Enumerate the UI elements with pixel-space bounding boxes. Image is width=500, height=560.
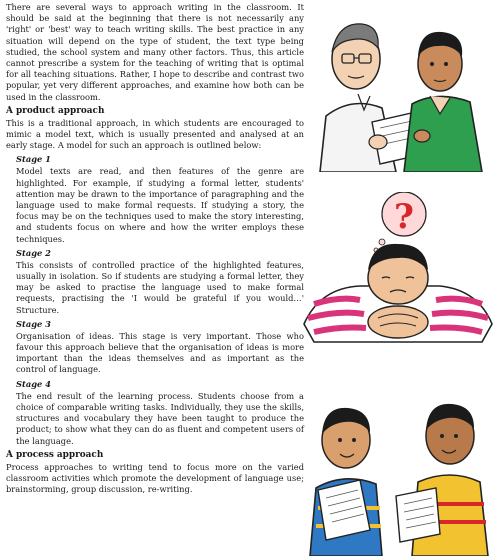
intro-paragraph: There are several ways to approach writing in the classroom. It should be said at the beginning that there is not necessarily any 'right' or 'best' way to teach writing skills. The best practice in any situation will depend on the type of student, the text type being studied, the school system and many other factors. Thus, this article cannot prescribe a system for the teaching of writing that is optimal for all teaching situations. Rather, I hope to describe and contrast two popular, yet very different approaches, and examine how both can be used in the classroom. (6, 2, 304, 102)
process-approach-intro: Process approaches to writing tend to focus more on the varied classroom activities which promote the development of language use; brainstorming, group discussion, re-writing. (6, 461, 304, 495)
article-column (6, 0, 304, 495)
product-approach-intro: This is a traditional approach, in which students are encouraged to mimic a model text, which is usually presented and analysed at an early stage. A model for such an approach is outlined below: (6, 117, 304, 151)
process-approach-heading: A process approach (6, 449, 104, 460)
teacher-student-illustration (312, 4, 494, 172)
stage-3-text: Organisation of ideas. This stage is very important. Those who favour this approach believe that the organisation of ideas is more important than the ideas themselves and as important as the control of language. (16, 330, 304, 375)
stage-1-text: Model texts are read, and then features of the genre are highlighted. For example, if studying a formal letter, students' attention may be drawn to the importance of paragraphing and the language used to make formal requests. If studying a story, the focus may be on the techniques used to make the story interesting, and students focus on where and how the writer employs these techniques. (16, 166, 304, 244)
stage-3-title: Stage 3 (16, 318, 51, 329)
stage-2-text: This consists of controlled practice of the highlighted features, usually in isolation. So if students are studying a formal letter, they may be asked to practise the language used to make formal requests, practising the 'I would be grateful if you would…' Structure. (16, 259, 304, 315)
stage-1-title: Stage 1 (16, 154, 51, 165)
confused-boy-illustration (300, 192, 496, 348)
stage-4-text: The end result of the learning process. Students choose from a choice of comparable writing tasks. Individually, they use the skills, structures and vocabulary they have been taught to produce the product; to show what they can do as fluent and competent users of the language. (16, 390, 304, 446)
stage-2-title: Stage 2 (16, 247, 51, 258)
product-approach-heading: A product approach (6, 105, 105, 116)
question-mark-icon: ? (394, 197, 414, 237)
two-boys-illustration (300, 384, 496, 556)
stage-4-title: Stage 4 (16, 378, 51, 389)
